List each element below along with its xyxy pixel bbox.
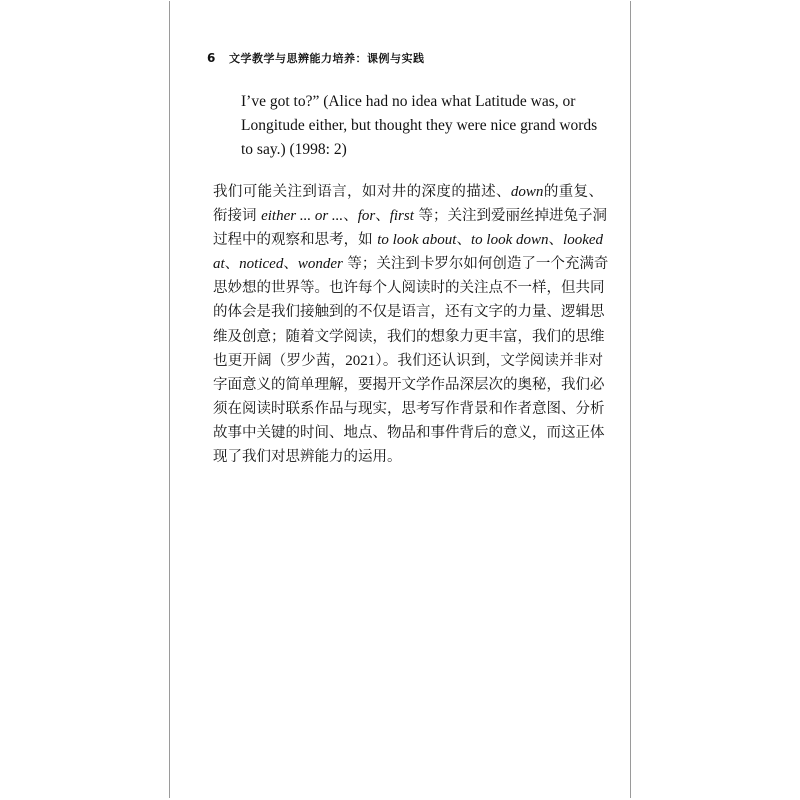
text-run: 字面意义的简单理解，要揭开文学作品深层次的奥秘，我们必 (213, 376, 605, 393)
text-run: 也更开阔（罗少茜， (213, 352, 346, 369)
text-run: 思妙想的世界等。也许每个人阅读时的关注点不一样，但共同 (213, 280, 605, 297)
text-run: 衔接词 (213, 208, 262, 225)
paragraph-line (213, 204, 607, 228)
paragraph-line (213, 228, 603, 252)
text-run: 等；关注到爱丽丝掉进兔子洞 (413, 208, 607, 225)
english-term: first (389, 208, 414, 225)
text-run: 的重复、 (543, 184, 604, 200)
english-term: to look about (377, 232, 457, 249)
english-term: either ... or ... (261, 208, 344, 225)
paragraph-line (213, 252, 609, 276)
text-run: 、 (456, 232, 471, 249)
text-run: 、 (224, 256, 240, 273)
text-run: 、 (548, 232, 564, 249)
text-run: 维及创意；随着文学阅读，我们的想象力更丰富，我们的思维 (213, 328, 605, 345)
english-term: looked (563, 232, 604, 249)
english-term: for (357, 208, 376, 225)
paragraph-line (213, 421, 603, 445)
body-paragraph (213, 180, 609, 469)
paragraph-line (213, 445, 603, 469)
text-run: ）。我们还认识到，文学阅读并非对 (375, 352, 604, 369)
english-term: noticed (239, 256, 284, 273)
paragraph-line (213, 325, 603, 349)
text-run: 、 (375, 208, 390, 225)
text-run: 、 (283, 256, 298, 273)
paragraph-line (213, 300, 603, 324)
paragraph-line (213, 397, 603, 421)
paragraph-line (213, 180, 603, 204)
paragraph-line (213, 276, 603, 300)
book-title: 文学教学与思辨能力培养：课例与实践 (229, 52, 425, 65)
text-run: 2021 (345, 352, 376, 369)
english-term: wonder (297, 256, 343, 273)
running-header (207, 48, 425, 68)
quote-line: I’ve got to?” (Alice had no idea what Latitude was, or (241, 93, 576, 110)
text-run: 等；关注到卡罗尔如何创造了一个充满奇 (342, 256, 609, 273)
page-number: 6 (207, 51, 216, 65)
quote-line: to say.) (1998: 2) (241, 141, 347, 158)
paragraph-line (213, 349, 603, 373)
text-run: 、 (343, 208, 358, 225)
block-quote (241, 90, 601, 162)
quote-line: Longitude either, but thought they were nice grand words (241, 117, 598, 134)
text-run: 的体会是我们接触到的不仅是语言，还有文字的力量、逻辑思 (213, 304, 605, 321)
text-run: 故事中关键的时间、地点、物品和事件背后的意义，而这正体 (213, 424, 605, 441)
english-term: to look down (470, 232, 549, 249)
english-term: down (510, 184, 544, 200)
english-term: at (213, 256, 225, 273)
text-run: 现了我们对思辨能力的运用。 (213, 449, 402, 466)
text-run: 须在阅读时联系作品与现实，思考写作背景和作者意图、分析 (213, 400, 605, 417)
paragraph-line (213, 373, 603, 397)
text-run: 过程中的观察和思考，如 (213, 232, 378, 249)
text-run: 我们可能关注到语言，如对井的深度的描述、 (213, 184, 511, 200)
